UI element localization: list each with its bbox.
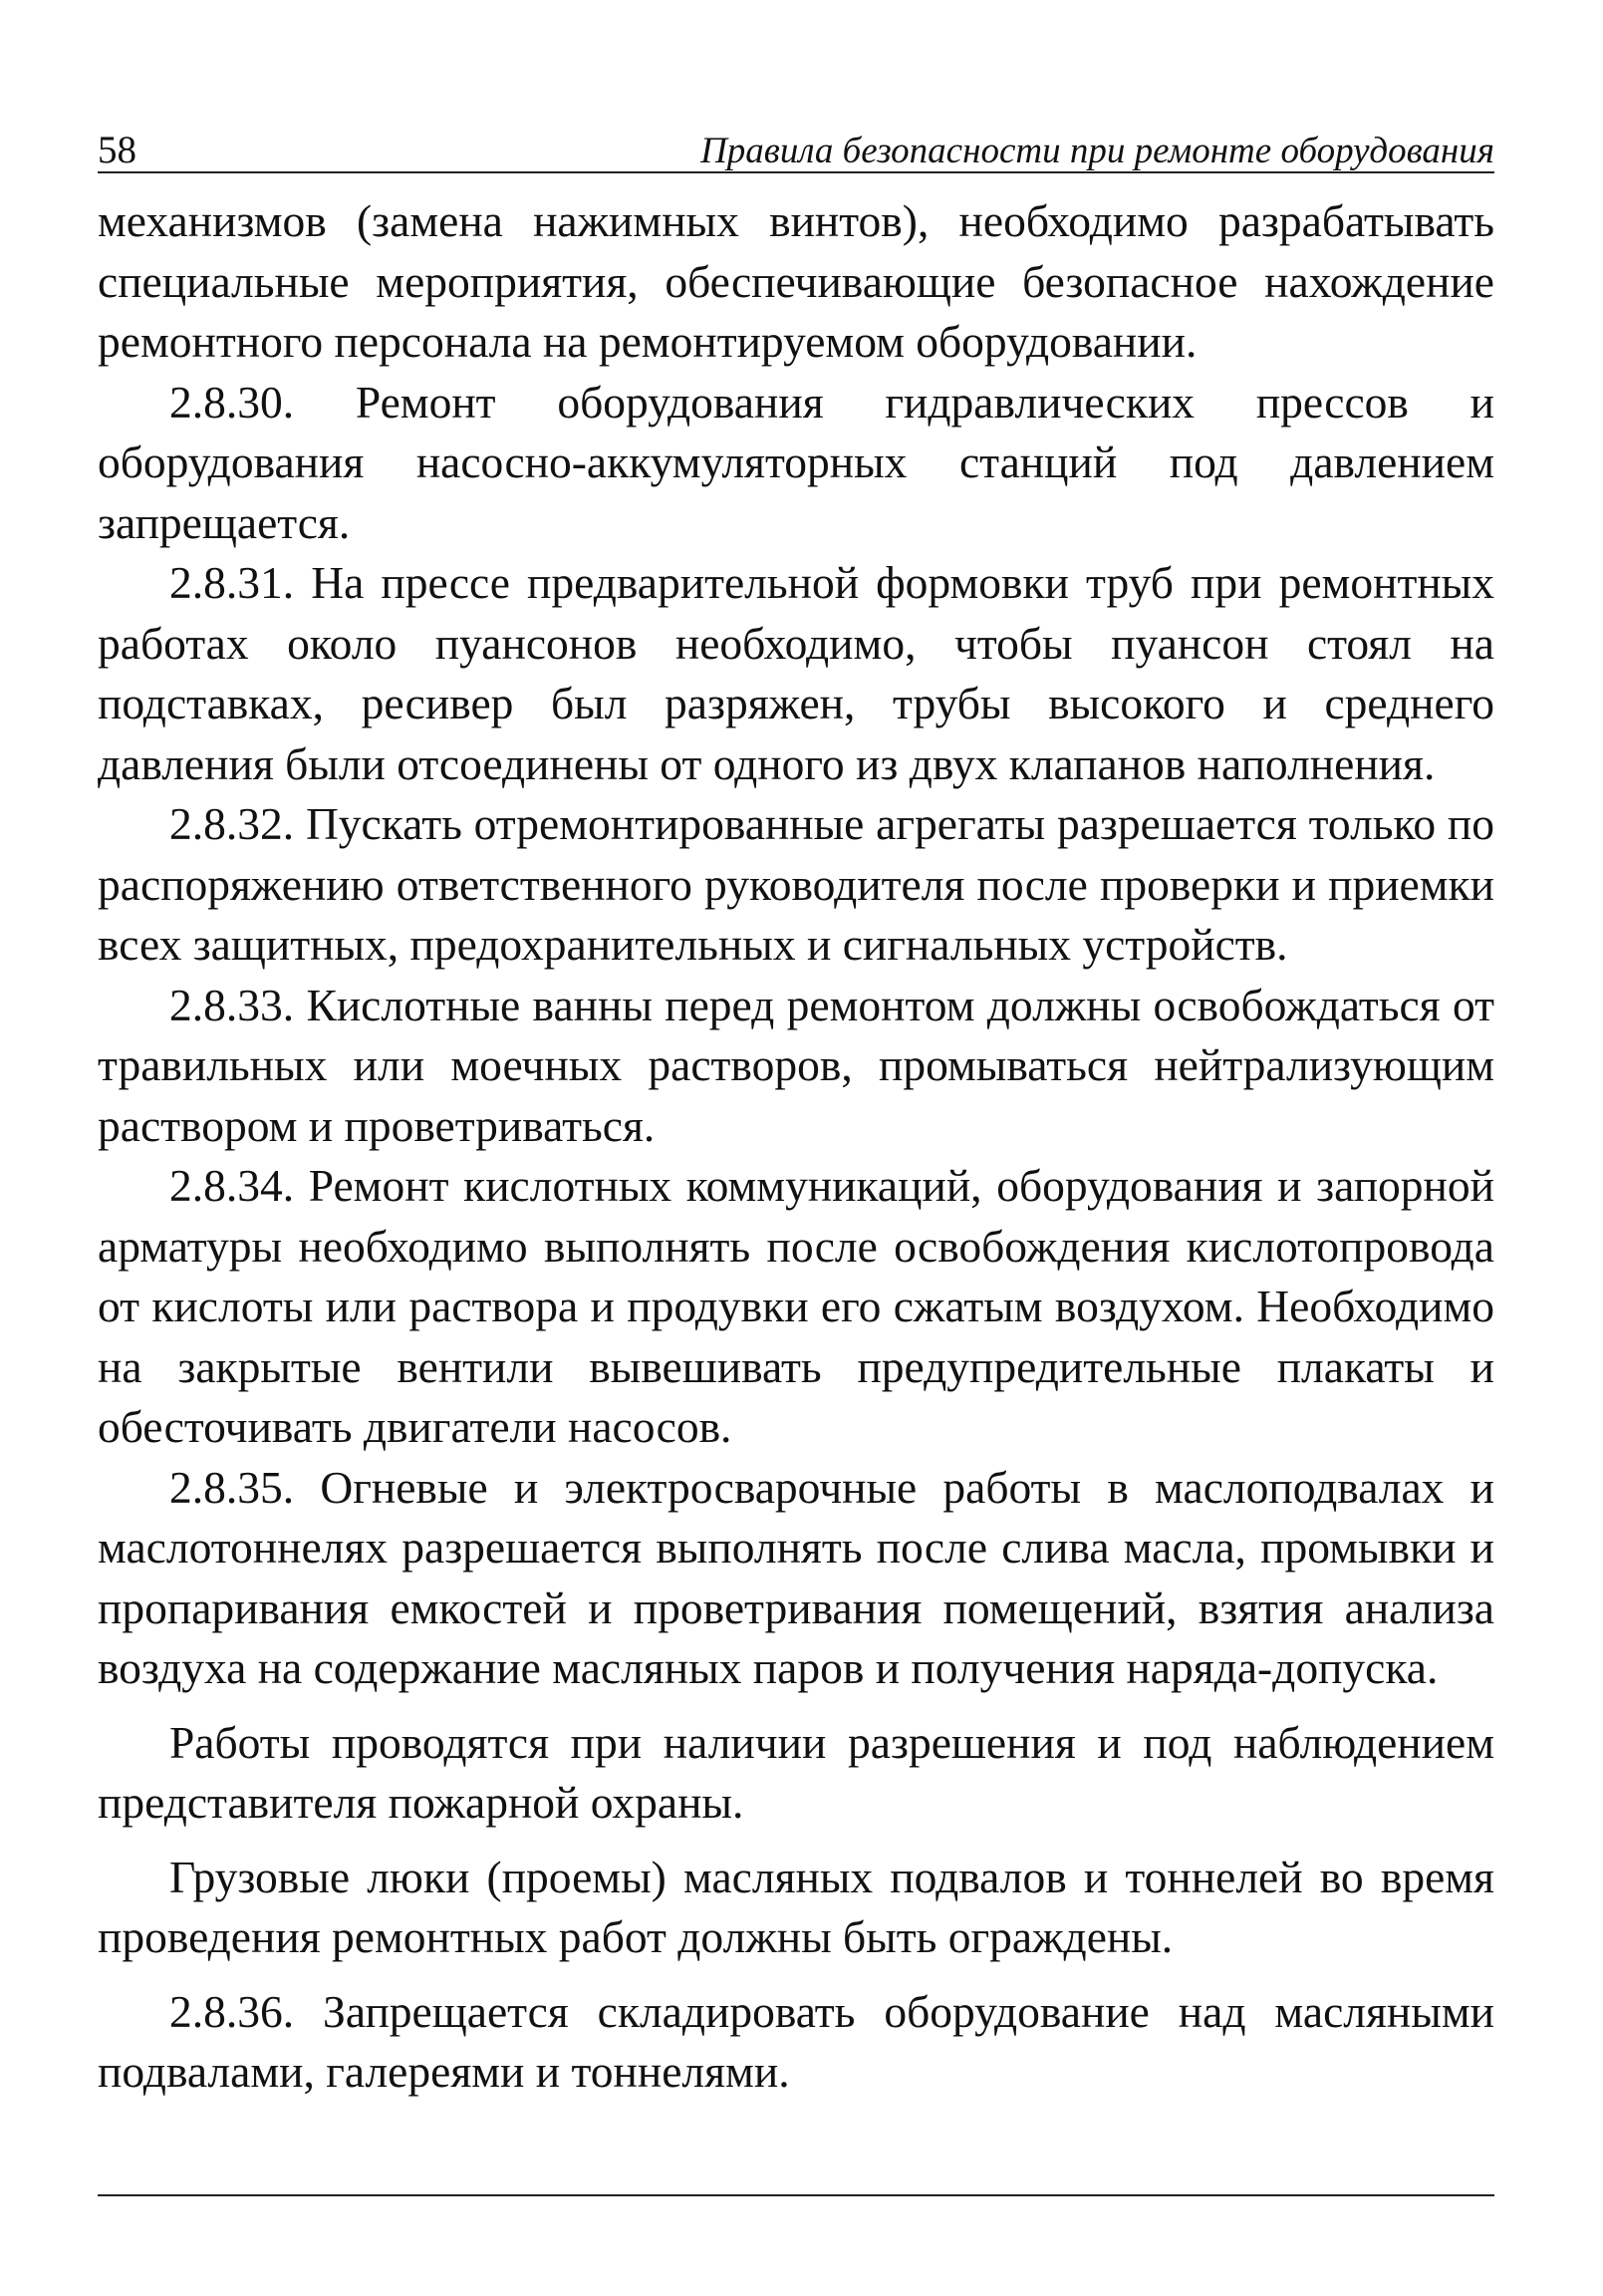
footer-rule xyxy=(98,2194,1494,2196)
page-number: 58 xyxy=(98,129,136,171)
paragraph-2-8-33: 2.8.33. Кислотные ванны перед ремонтом должны освобождаться от травильных или моечных растворов, промываться нейтрализующим раствором и проветриваться. xyxy=(98,979,1494,1151)
paragraph-continuation: механизмов (замена нажимных винтов), необходимо разрабатывать специальные мероприятия, обеспечивающие безопасное нахождение ремонтного персонала на ремонтируемом оборудовании. xyxy=(98,195,1494,367)
page-body xyxy=(98,191,1494,2103)
paragraph-2-8-31: 2.8.31. На прессе предварительной формовки труб при ремонтных работах около пуансонов необходимо, чтобы пуансон стоял на подставках, ресивер был разряжен, трубы высокого и среднего давления были отсоединены от одного из двух клапанов наполнения. xyxy=(98,557,1494,789)
paragraph-cargo-hatches: Грузовые люки (проемы) масляных подвалов и тоннелей во время проведения ремонтных работ должны быть ограждены. xyxy=(98,1851,1494,1962)
paragraph-fire-supervision: Работы проводятся при наличии разрешения и под наблюдением представителя пожарной охраны. xyxy=(98,1716,1494,1828)
paragraph-2-8-35: 2.8.35. Огневые и электросварочные работы в маслоподвалах и маслотоннелях разрешается выполнять после слива масла, промывки и пропаривания емкостей и проветривания помещений, взятия анализа воздуха на содержание масляных паров и получения наряда-допуска. xyxy=(98,1461,1494,1693)
paragraph-2-8-34: 2.8.34. Ремонт кислотных коммуникаций, оборудования и запорной арматуры необходимо выполнять после освобождения кислотопровода от кислоты или раствора и продувки его сжатым воздухом. Необходимо на закрытые вентили вывешивать предупредительные плакаты и обесточивать двигатели насосов. xyxy=(98,1160,1494,1452)
paragraph-2-8-32: 2.8.32. Пускать отремонтированные агрегаты разрешается только по распоряжению ответственного руководителя после проверки и приемки всех защитных, предохранительных и сигнальных устройств. xyxy=(98,798,1494,970)
page-header xyxy=(98,120,1494,173)
running-title: Правила безопасности при ремонте оборудования xyxy=(700,131,1494,171)
paragraph-2-8-30: 2.8.30. Ремонт оборудования гидравлических прессов и оборудования насосно-аккумуляторных станций под давлением запрещается. xyxy=(98,376,1494,548)
paragraph-2-8-36: 2.8.36. Запрещается складировать оборудование над масляными подвалами, галереями и тоннелями. xyxy=(98,1985,1494,2097)
book-page xyxy=(98,120,1494,2192)
